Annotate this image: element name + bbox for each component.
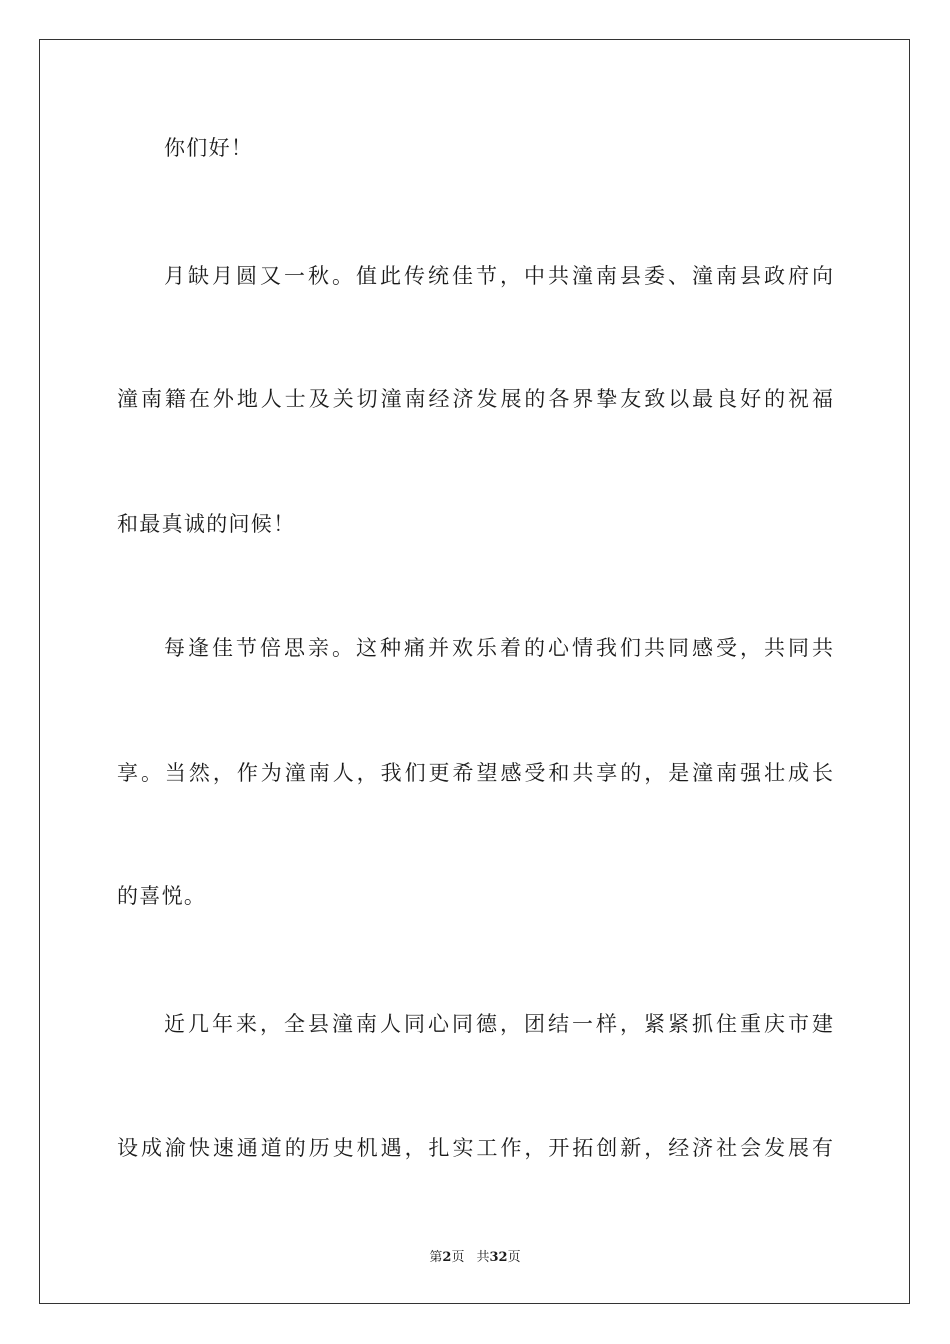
page-prefix: 第	[429, 1250, 443, 1265]
page-border	[39, 39, 910, 1304]
paragraph-line: 潼南籍在外地人士及关切潼南经济发展的各界挚友致以最良好的祝福	[117, 387, 833, 411]
paragraph-line: 近几年来，全县潼南人同心同德，团结一样，紧紧抓住重庆市建	[164, 1012, 833, 1036]
total-pages: 32	[489, 1250, 508, 1265]
paragraph-line: 享。当然，作为潼南人，我们更希望感受和共享的，是潼南强壮成长	[117, 761, 833, 785]
page-footer	[0, 1246, 950, 1265]
total-suffix: 页	[507, 1250, 521, 1265]
total-prefix: 共	[476, 1250, 490, 1265]
page-number: 2	[442, 1250, 452, 1265]
paragraph-line: 和最真诚的问候！	[117, 512, 296, 536]
paragraph-line: 月缺月圆又一秋。值此传统佳节，中共潼南县委、潼南县政府向	[164, 264, 833, 288]
paragraph-line-greeting: 你们好！	[164, 136, 254, 160]
paragraph-line: 的喜悦。	[117, 884, 207, 908]
page-suffix: 页	[451, 1250, 465, 1265]
paragraph-line: 设成渝快速通道的历史机遇，扎实工作，开拓创新，经济社会发展有	[117, 1136, 833, 1160]
paragraph-line: 每逢佳节倍思亲。这种痛并欢乐着的心情我们共同感受，共同共	[164, 636, 833, 660]
